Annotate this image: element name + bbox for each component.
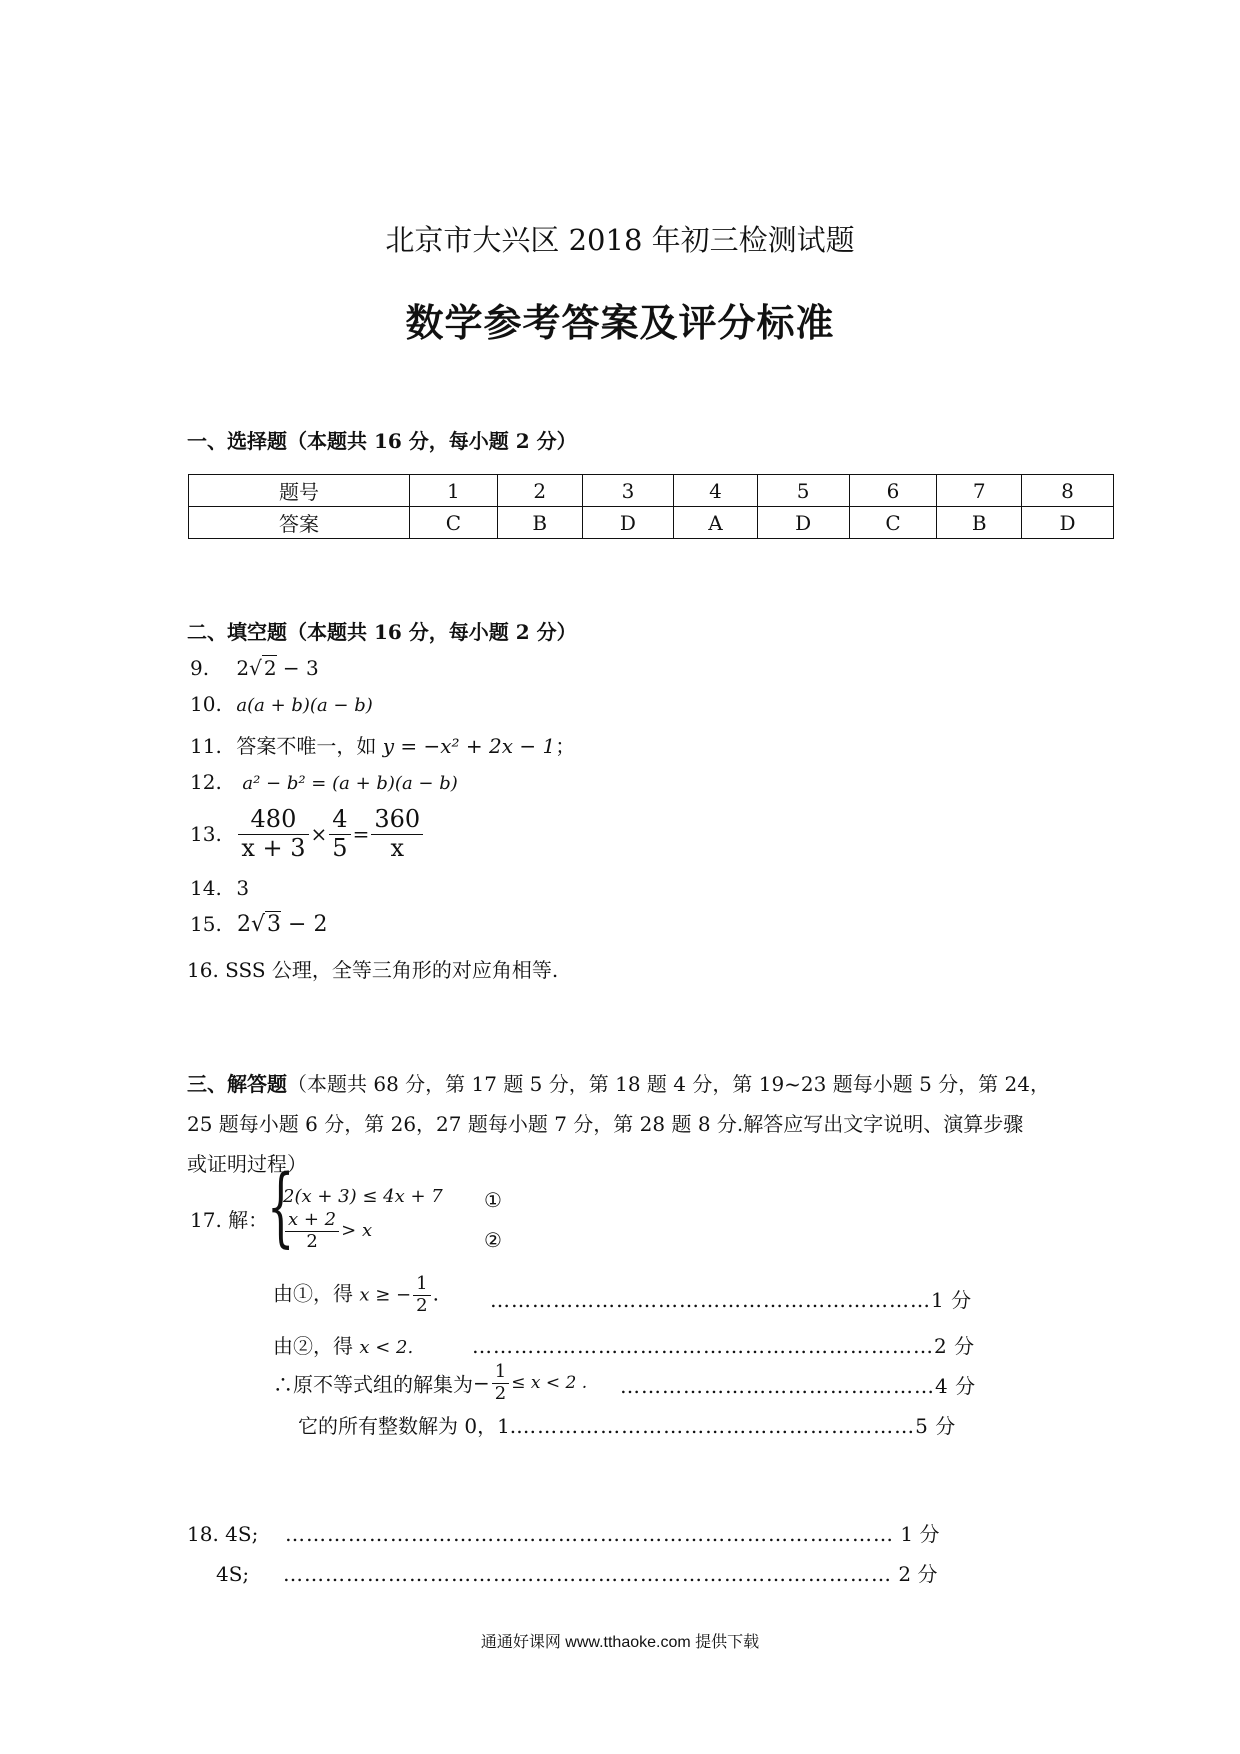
step-text: 由②，得 [273,1334,353,1358]
radicand: 2 [263,656,277,680]
leader-dots: ………………………………………………………1 [490,1288,945,1312]
table-cell: A [674,507,757,539]
question-number: 11. [190,734,222,758]
section1-heading: 一、选择题（本题共 16 分，每小题 2 分） [187,429,577,453]
section3-desc-line3: 或证明过程） [187,1152,307,1176]
fraction-numerator: x + 2 [285,1210,339,1232]
fraction-denominator: 5 [332,833,348,862]
answer-9: 9. 2√ 2 − 3 [190,656,319,680]
table-row-numbers [189,475,1114,507]
answer-coef: 2 [236,656,250,680]
question-number: 9. [190,656,210,680]
fraction-numerator: 1 [492,1362,509,1384]
fraction [285,1210,339,1252]
answer-15: 15. 2√3 − 2 [190,912,328,937]
q17-step-2-score [472,1330,974,1359]
answer-12 [190,770,458,794]
table-cell: B [497,507,582,539]
fraction-denominator: x + 3 [241,833,306,862]
answer-14 [190,876,249,900]
answer-rest: − 2 [281,912,328,937]
leader-dots: …………………………………………………………………………… [285,1522,894,1546]
minus-sign: − [473,1371,490,1396]
answer-10 [190,692,373,716]
q17-step-3 [273,1362,587,1404]
leader-dots: …………………………………………………………………………… [283,1562,892,1586]
step-text: 由①，得 [273,1281,353,1306]
fraction-numerator: 480 [238,806,308,835]
fraction-denominator: 2 [494,1382,507,1404]
circle-two-mark: ② [484,1228,502,1252]
fraction [492,1362,509,1404]
q17-step-2 [273,1330,413,1359]
question-number: 12. [190,770,222,794]
section3-desc: （本题共 68 分，第 17 题 5 分，第 18 题 4 分，第 19~23 题每小题 5 分，第 24， [287,1072,1050,1096]
inequality-2 [283,1210,372,1252]
q18-label: 18. 4S; [187,1522,259,1546]
fraction-denominator: 2 [306,1230,318,1252]
answer-text: 答案不唯一，如 [236,734,377,758]
equals-sign: = [352,822,370,847]
page-title: 北京市大兴区 2018 年初三检测试题 [385,223,855,257]
step-expr: x < 2. [359,1337,414,1358]
inequality-rest: > x [341,1220,373,1242]
leader-dots: …………………………………………………5 [516,1414,929,1438]
section3-heading [187,1068,1050,1097]
radicand: 3 [267,912,282,937]
fraction-numerator: 4 [329,806,350,835]
times-sign: × [310,822,328,847]
q18-label: 4S; [216,1562,250,1586]
page-subtitle: 数学参考答案及评分标准 [405,300,835,345]
inequality-1 [283,1186,443,1207]
score-unit: 分 [954,1334,975,1358]
question-number: 10. [190,692,222,716]
table-cell: 3 [582,475,674,507]
fraction-numerator: 360 [371,806,423,835]
step-text: 它的所有整数解为 0，1. [298,1414,517,1438]
fraction [238,806,308,862]
answer-expr: y = −x² + 2x − 1 [382,734,556,758]
table-cell: D [582,507,674,539]
q17-step-1: 由①，得 x ≥ − $\frac{1}{2}$ . [273,1273,439,1316]
score-unit: 分 [955,1374,976,1398]
row-label-answer: 答案 [189,507,410,539]
answer-coef: 2 [237,912,251,937]
q17-step-3-score [620,1370,975,1399]
answer-table [188,474,1114,539]
answer-expr: 3 [236,876,250,900]
answer-text: SSS 公理，全等三角形的对应角相等. [225,958,559,982]
q18-line-1 [187,1518,939,1547]
table-cell: C [409,507,497,539]
q17-step-1-score [490,1284,971,1313]
fraction [371,806,423,862]
fraction [329,806,350,862]
leader-dots: …………………………………………………………2 [472,1334,948,1358]
table-cell: 6 [849,475,937,507]
table-cell: B [937,507,1022,539]
answer-rest: − 3 [276,656,319,680]
q17-label: 17. 解： [190,1208,269,1232]
question-number: 16. [187,958,219,982]
fraction [413,1274,430,1316]
score-unit: 分 [935,1414,956,1438]
inequality-expr: 2(x + 3) ≤ 4x + 7 [283,1186,443,1207]
score-text: 1 分 [900,1522,940,1546]
step-expr: x ≥ − [359,1284,412,1306]
table-cell: 2 [497,475,582,507]
section3-title: 三、解答题 [187,1072,287,1096]
answer-16 [187,954,558,983]
score-text: 2 分 [898,1562,938,1586]
fraction-denominator: x [390,833,405,862]
leader-dots: ………………………………………4 [620,1374,949,1398]
table-cell: D [757,507,849,539]
table-cell: C [849,507,937,539]
section3-desc-line2: 25 题每小题 6 分，第 26，27 题每小题 7 分，第 28 题 8 分.解答应写出文字说明、演算步骤 [187,1112,1024,1136]
question-number: 14. [190,876,222,900]
question-number: 15. [190,912,222,936]
table-cell: 4 [674,475,757,507]
section2-heading: 二、填空题（本题共 16 分，每小题 2 分） [187,620,577,644]
q18-line-2 [216,1558,937,1587]
table-cell: D [1022,507,1114,539]
step-text: ∴原不等式组的解集为 [273,1372,473,1397]
footer-text: 通通好课网 www.tthaoke.com 提供下载 [480,1634,760,1651]
answer-expr: a² − b² = (a + b)(a − b) [242,773,458,794]
fraction-denominator: 2 [416,1294,428,1316]
table-row-answers [189,507,1114,539]
row-label-number: 题号 [189,475,410,507]
table-cell: 8 [1022,475,1114,507]
question-number: 13. [190,822,222,847]
table-cell: 1 [409,475,497,507]
table-cell: 5 [757,475,849,507]
table-cell: 7 [937,475,1022,507]
q17-step-4 [298,1410,955,1439]
answer-end: ； [555,734,576,758]
answer-expr: a(a + b)(a − b) [236,695,373,716]
answer-11 [190,730,575,759]
step-expr: ≤ x < 2 . [511,1373,588,1394]
left-brace: { [267,1157,295,1257]
fraction-numerator: 1 [413,1274,430,1296]
circle-one-mark: ① [484,1188,502,1212]
answer-13 [190,806,425,862]
score-unit: 分 [951,1288,972,1312]
